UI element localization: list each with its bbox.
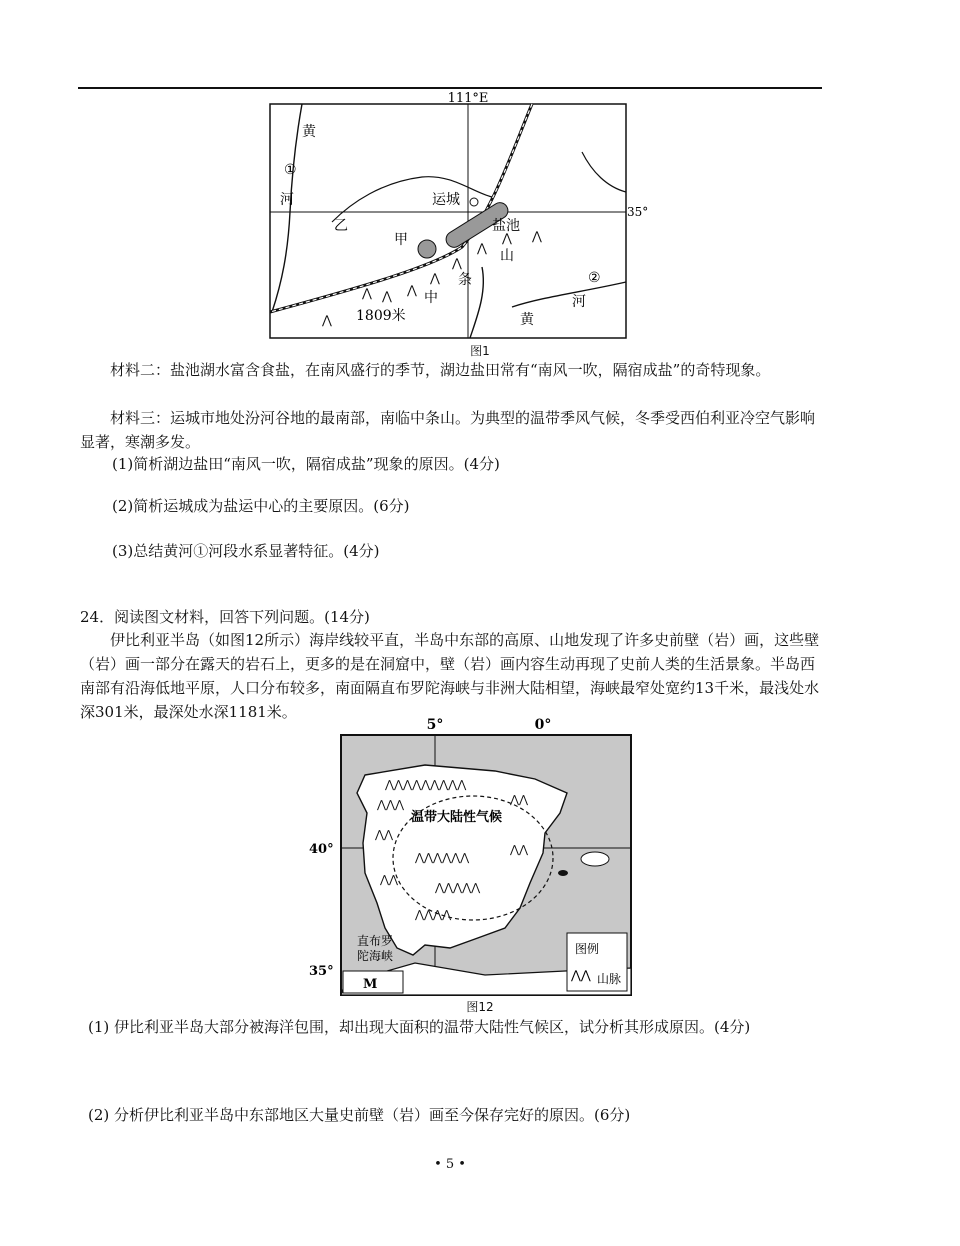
svg-text:⋀: ⋀ bbox=[362, 286, 372, 300]
strait-label-1: 直布罗 bbox=[357, 934, 394, 948]
q24-part2: (2) 分析伊比利亚半岛中东部地区大量史前壁（岩）画至今保存完好的原因。(6分) bbox=[88, 1106, 631, 1124]
svg-text:⋀: ⋀ bbox=[322, 313, 332, 327]
svg-text:⋀: ⋀ bbox=[532, 229, 542, 243]
label-zhong: 中 bbox=[424, 290, 438, 306]
label-tiao: 条 bbox=[458, 272, 472, 288]
material-2: 材料二：盐池湖水富含食盐，在南风盛行的季节，湖边盐田常有“南风一吹，隔宿成盐”的奇特现象。 bbox=[110, 361, 771, 379]
map-iberia bbox=[305, 713, 635, 998]
header-rule bbox=[78, 87, 822, 89]
label-huang-bottom: 黄 bbox=[520, 312, 534, 328]
svg-text:⋀⋀⋀⋀⋀⋀⋀⋀⋀: ⋀⋀⋀⋀⋀⋀⋀⋀⋀ bbox=[385, 778, 467, 791]
lat-35-label: 35° bbox=[309, 964, 334, 979]
climate-label: 温带大陆性气候 bbox=[411, 810, 503, 825]
svg-text:⋀⋀: ⋀⋀ bbox=[380, 873, 399, 886]
svg-text:⋀: ⋀ bbox=[407, 283, 417, 297]
legend-item: 山脉 bbox=[597, 972, 622, 986]
svg-text:⋀⋀: ⋀⋀ bbox=[375, 828, 394, 841]
svg-text:⋀: ⋀ bbox=[430, 271, 440, 285]
label-yi: 乙 bbox=[334, 218, 348, 234]
q23-part3: (3)总结黄河①河段水系显著特征。(4分) bbox=[112, 542, 380, 560]
map-yuncheng bbox=[262, 91, 649, 342]
q24-part1: (1) 伊比利亚半岛大部分被海洋包围，却出现大面积的温带大陆性气候区，试分析其形成原因。(4分) bbox=[88, 1018, 751, 1036]
label-jia: 甲 bbox=[394, 232, 408, 248]
label-he-right: 河 bbox=[572, 294, 586, 310]
label-yanchi: 盐池 bbox=[492, 218, 520, 234]
svg-text:⋀: ⋀ bbox=[502, 231, 512, 245]
legend-title: 图例 bbox=[575, 942, 600, 956]
label-circle-2: ② bbox=[588, 270, 601, 286]
latitude-label: 35° bbox=[627, 205, 649, 219]
svg-text:⋀⋀⋀⋀: ⋀⋀⋀⋀ bbox=[415, 908, 452, 921]
svg-text:⋀⋀⋀: ⋀⋀⋀ bbox=[377, 798, 405, 811]
lat-40-label: 40° bbox=[309, 842, 334, 857]
q23-part2: (2)简析运城成为盐运中心的主要原因。(6分) bbox=[112, 497, 410, 515]
material-3: 材料三：运城市地处汾河谷地的最南部，南临中条山。为典型的温带季风气候，冬季受西伯利亚冷空气影响显著，寒潮多发。 bbox=[80, 409, 816, 451]
q23-part1: (1)简析湖边盐田“南风一吹，隔宿成盐”现象的原因。(4分) bbox=[112, 455, 500, 473]
strait-label-2: 陀海峡 bbox=[357, 949, 394, 963]
label-shan: 山 bbox=[500, 248, 514, 264]
q24-title: 24．阅读图文材料，回答下列问题。(14分) bbox=[80, 608, 370, 626]
svg-text:⋀: ⋀ bbox=[477, 241, 487, 255]
label-elevation: 1809米 bbox=[356, 308, 406, 324]
svg-text:⋀⋀⋀⋀⋀: ⋀⋀⋀⋀⋀ bbox=[435, 881, 481, 894]
lon-0-label: 0° bbox=[534, 717, 552, 733]
legend-mountain-icon: ⋀⋀ bbox=[571, 968, 591, 982]
label-yuncheng: 运城 bbox=[432, 192, 460, 208]
page-number: • 5 • bbox=[434, 1157, 466, 1172]
svg-text:⋀⋀: ⋀⋀ bbox=[510, 843, 529, 856]
svg-text:⋀: ⋀ bbox=[452, 256, 462, 270]
map2-caption: 图12 bbox=[466, 1000, 494, 1014]
longitude-label: 111°E bbox=[447, 91, 489, 106]
m-label: M bbox=[363, 977, 378, 992]
label-he-left: 河 bbox=[280, 192, 294, 208]
svg-text:⋀: ⋀ bbox=[382, 289, 392, 303]
map1-caption: 图1 bbox=[470, 344, 490, 358]
svg-text:⋀⋀⋀⋀⋀⋀: ⋀⋀⋀⋀⋀⋀ bbox=[415, 851, 470, 864]
label-huang-top: 黄 bbox=[302, 124, 316, 140]
label-circle-1: ① bbox=[284, 162, 297, 178]
svg-text:⋀⋀: ⋀⋀ bbox=[510, 793, 529, 806]
q24-material: 伊比利亚半岛（如图12所示）海岸线较平直，半岛中东部的高原、山地发现了许多史前壁（岩）画，这些壁（岩）画一部分在露天的岩石上，更多的是在洞窟中，壁（岩）画内容生动再现了史前人类的生活景象。半岛西南部有沿海低地平原，人口分布较多，南面隔直布罗陀海峡与非洲大陆相望，海峡最窄处宽约13千米，最浅处水深301米，最深处水深1181米。 bbox=[80, 631, 820, 721]
lon-5-label: 5° bbox=[426, 717, 444, 733]
